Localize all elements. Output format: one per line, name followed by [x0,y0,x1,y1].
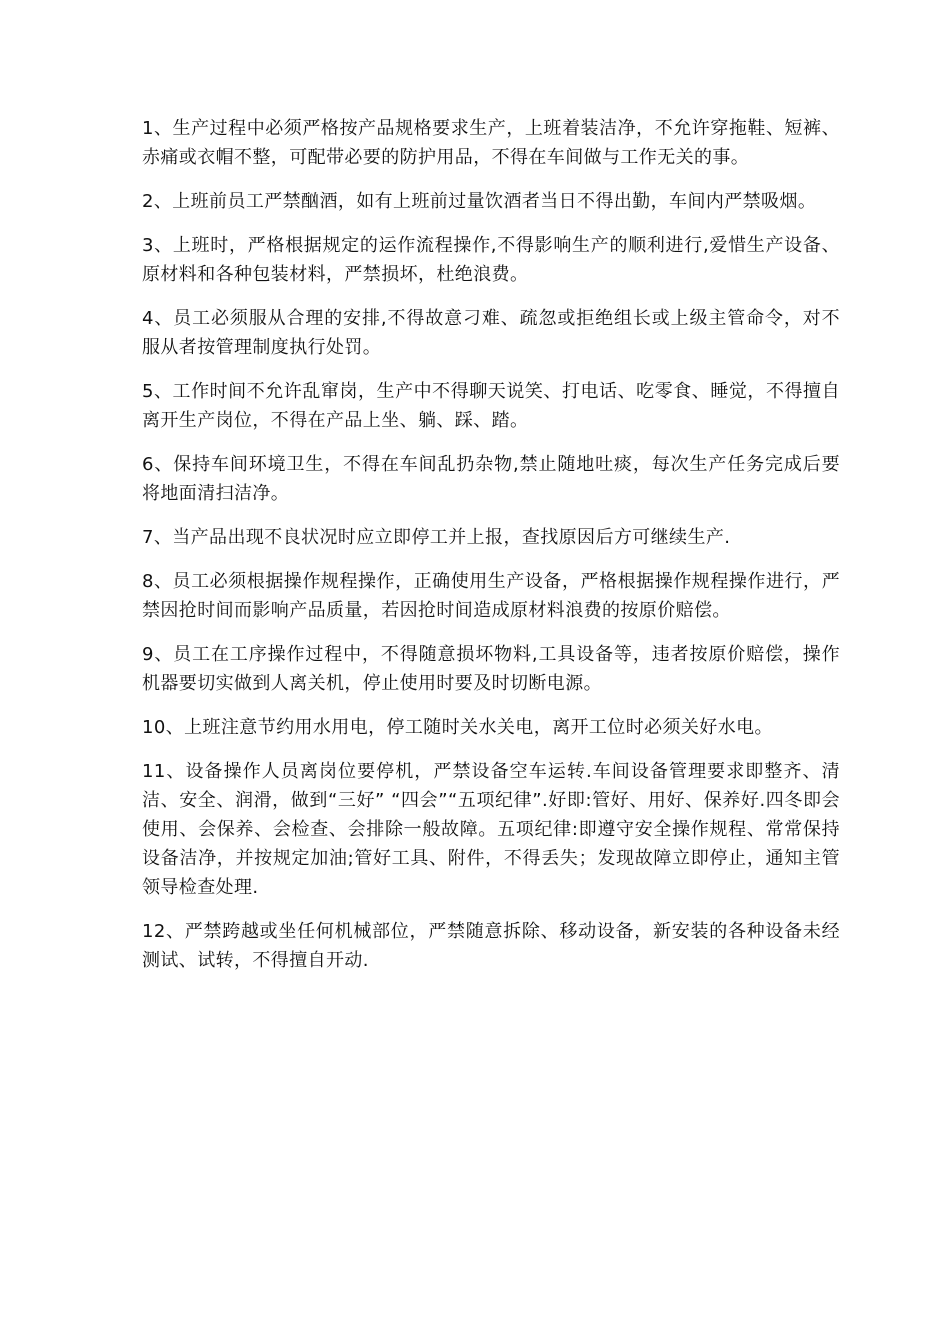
rule-paragraph: 12、严禁跨越或坐任何机械部位，严禁随意拆除、移动设备，新安装的各种设备未经测试、试转，不得擅自开动. [142,921,840,971]
rule-paragraph: 7、当产品出现不良状况时应立即停工并上报，查找原因后方可继续生产. [142,527,731,548]
rules-list [142,114,840,975]
rule-paragraph: 10、上班注意节约用水用电，停工随时关水关电，离开工位时必须关好水电。 [142,717,773,738]
rule-paragraph: 1、生产过程中必须严格按产品规格要求生产，上班着装洁净，不允许穿拖鞋、短裤、赤痛或衣帽不整，可配带必要的防护用品，不得在车间做与工作无关的事。 [142,118,840,168]
rule-paragraph: 6、保持车间环境卫生，不得在车间乱扔杂物,禁止随地吐痰，每次生产任务完成后要将地面清扫洁净。 [142,454,840,504]
rule-paragraph: 11、设备操作人员离岗位要停机，严禁设备空车运转.车间设备管理要求即整齐、清洁、安全、润滑，做到“三好” “四会”“五项纪律”.好即:管好、用好、保养好.四冬即会使用、会保养、会检查、会排除一般故障。五项纪律:即遵守安全操作规程、常常保持设备洁净，并按规定加油;管好工具、附件，不得丢失；发现故障立即停止，通知主管领导检查处理. [142,761,840,898]
rule-paragraph: 8、员工必须根据操作规程操作，正确使用生产设备，严格根据操作规程操作进行，严禁因抢时间而影响产品质量，若因抢时间造成原材料浪费的按原价赔偿。 [142,571,840,621]
rule-paragraph: 5、工作时间不允许乱窜岗，生产中不得聊天说笑、打电话、吃零食、睡觉，不得擅自离开生产岗位，不得在产品上坐、躺、踩、踏。 [142,381,840,431]
rule-paragraph: 2、上班前员工严禁酗酒，如有上班前过量饮酒者当日不得出勤，车间内严禁吸烟。 [142,191,817,212]
rule-paragraph: 3、上班时，严格根据规定的运作流程操作,不得影响生产的顺利进行,爱惜生产设备、原材料和各种包装材料，严禁损坏，杜绝浪费。 [142,235,840,285]
rule-paragraph: 4、员工必须服从合理的安排,不得故意刁难、疏忽或拒绝组长或上级主管命令，对不服从者按管理制度执行处罚。 [142,308,840,358]
rule-paragraph: 9、员工在工序操作过程中，不得随意损坏物料,工具设备等，违者按原价赔偿，操作机器要切实做到人离关机，停止使用时要及时切断电源。 [142,644,840,694]
